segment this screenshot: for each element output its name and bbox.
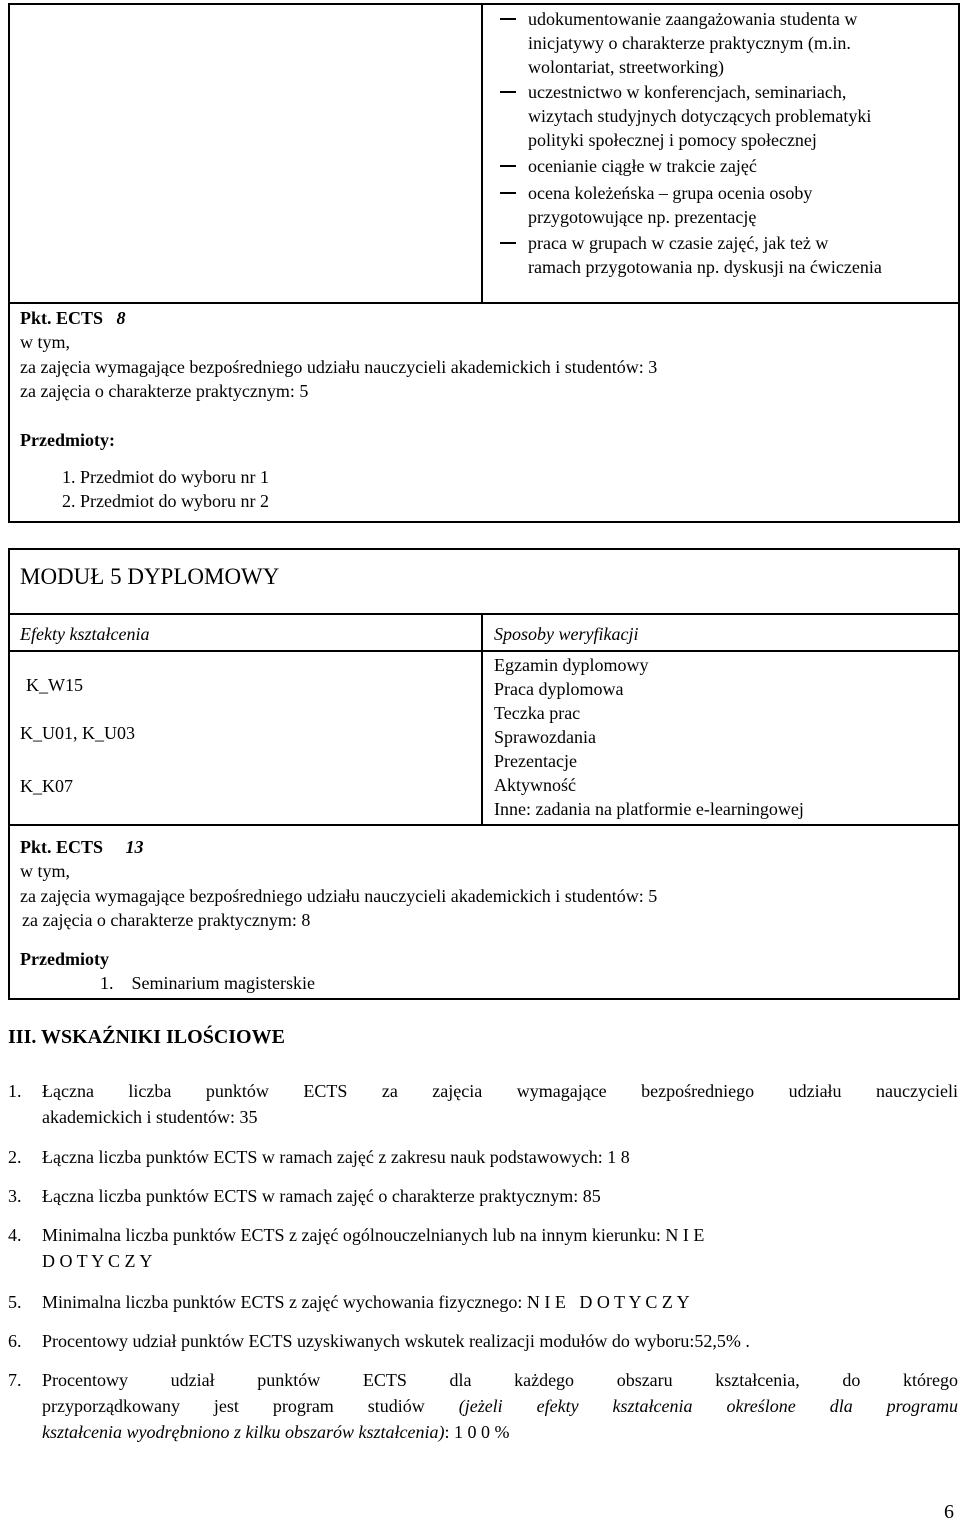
page-number: 6 (944, 1501, 954, 1523)
indicator-text-italic: kształcenia wyodrębniono z kilku obszarów kształcenia) (42, 1422, 445, 1442)
list-line: ocenianie ciągłe w trakcie zajęć (528, 156, 757, 176)
method-item: Aktywność (494, 775, 576, 795)
method-item: Sprawozdania (494, 727, 596, 747)
indicator-text (42, 1394, 958, 1418)
indicator-text: Procentowy udział punktów ECTS uzyskiwanych wskutek realizacji modułów do wyboru:52,5% . (42, 1331, 750, 1351)
ects-value: 8 (116, 308, 126, 328)
module5-title: MODUŁ 5 DYPLOMOWY (20, 564, 280, 589)
ects-value: 13 (125, 837, 144, 857)
indicator-text: Łączna liczba punktów ECTS w ramach zajęć z zakresu nauk podstawowych: 1 8 (42, 1147, 630, 1167)
list-line: udokumentowanie zaangażowania studenta w (528, 9, 858, 29)
subject-item: 2. Przedmiot do wyboru nr 2 (62, 491, 269, 511)
indicator-number: 5. (8, 1292, 22, 1312)
ects-label: Pkt. ECTS (20, 308, 104, 328)
subject-item: 1. Przedmiot do wyboru nr 1 (62, 467, 269, 487)
module5-ects (20, 835, 144, 859)
list-line: przygotowujące np. prezentację (528, 207, 757, 227)
list-line: polityki społecznej i pomocy społecznej (528, 130, 817, 150)
list-line: wolontariat, streetworking) (528, 57, 724, 77)
list-item (528, 80, 958, 152)
indicator-text-italic: (jeżeli efekty kształcenia określone dla programu (458, 1396, 958, 1416)
dash-bullet (500, 242, 516, 244)
verification-heading: Sposoby weryfikacji (494, 624, 639, 644)
list-item (528, 7, 958, 79)
indicator-text: akademickich i studentów: 35 (42, 1107, 258, 1127)
indicator-text: Łączna liczba punktów ECTS w ramach zajęć o charakterze praktycznym: 85 (42, 1186, 601, 1206)
module4-direct-hours: za zajęcia wymagające bezpośredniego udziału nauczycieli akademickich i studentów: 3 (20, 357, 658, 377)
dash-bullet (500, 91, 516, 93)
list-line: praca w grupach w czasie zajęć, jak też w (528, 233, 829, 253)
indicator-number: 2. (8, 1147, 22, 1167)
effect-code: K_W15 (26, 675, 83, 695)
module4-ects (20, 306, 126, 330)
method-item: Inne: zadania na platformie e-learningowej (494, 799, 804, 819)
indicator-number: 7. (8, 1370, 22, 1390)
subject-item: 1. Seminarium magisterskie (100, 973, 315, 993)
indicator-text: Minimalna liczba punktów ECTS z zajęć wychowania fizycznego: N I E D O T Y C Z Y (42, 1292, 690, 1312)
list-line: ramach przygotowania np. dyskusji na ćwiczenia (528, 257, 882, 277)
method-item: Praca dyplomowa (494, 679, 624, 699)
module5-subjects-heading: Przedmioty (20, 949, 109, 969)
indicator-number: 1. (8, 1081, 22, 1101)
effects-heading: Efekty kształcenia (20, 624, 150, 644)
module4-row-divider (8, 302, 960, 304)
indicator-text-normal: przyporządkowany jest program studiów (42, 1396, 459, 1416)
method-item: Teczka prac (494, 703, 581, 723)
module5-heading-divider (8, 650, 960, 652)
module5-w-tym: w tym, (20, 861, 71, 881)
section-heading: III. WSKAŹNIKI ILOŚCIOWE (8, 1026, 285, 1048)
indicator-number: 4. (8, 1225, 22, 1245)
verification-methods (494, 653, 804, 821)
list-item (528, 231, 958, 279)
indicator-text: Minimalna liczba punktów ECTS z zajęć ogólnouczelnianych lub na innym kierunku: N I E (42, 1225, 705, 1245)
indicator-text: Łączna liczba punktów ECTS za zajęcia wymagające bezpośredniego udziału nauczycieli (42, 1081, 958, 1101)
module4-subjects-heading: Przedmioty: (20, 430, 115, 450)
dash-bullet (500, 18, 516, 20)
module5-title-divider (8, 613, 960, 615)
list-line: inicjatywy o charakterze praktycznym (m.in. (528, 33, 851, 53)
module5-box (8, 548, 960, 1000)
module5-practical: za zajęcia o charakterze praktycznym: 8 (22, 910, 311, 930)
module4-practical: za zajęcia o charakterze praktycznym: 5 (20, 381, 309, 401)
list-line: uczestnictwo w konferencjach, seminariach, (528, 82, 847, 102)
dash-bullet (500, 165, 516, 167)
list-item (528, 154, 958, 178)
module4-column-divider (481, 3, 483, 303)
module5-row-divider (8, 824, 960, 826)
list-item (528, 181, 958, 229)
method-item: Prezentacje (494, 751, 577, 771)
ects-label: Pkt. ECTS (20, 837, 104, 857)
effect-code: K_U01, K_U03 (20, 723, 135, 743)
list-line: ocena koleżeńska – grupa ocenia osoby (528, 183, 813, 203)
module5-direct-hours: za zajęcia wymagające bezpośredniego udziału nauczycieli akademickich i studentów: 5 (20, 886, 658, 906)
indicator-number: 3. (8, 1186, 22, 1206)
indicator-number: 6. (8, 1331, 22, 1351)
indicator-text-normal: : 1 0 0 % (444, 1422, 510, 1442)
method-item: Egzamin dyplomowy (494, 655, 649, 675)
indicator-text: D O T Y C Z Y (42, 1251, 153, 1271)
indicator-text: Procentowy udział punktów ECTS dla każdego obszaru kształcenia, do którego (42, 1370, 958, 1390)
indicator-text (42, 1420, 509, 1444)
module5-column-divider (481, 613, 483, 825)
list-line: wizytach studyjnych dotyczących problematyki (528, 106, 872, 126)
module4-w-tym: w tym, (20, 332, 71, 352)
dash-bullet (500, 192, 516, 194)
effect-code: K_K07 (20, 776, 73, 796)
